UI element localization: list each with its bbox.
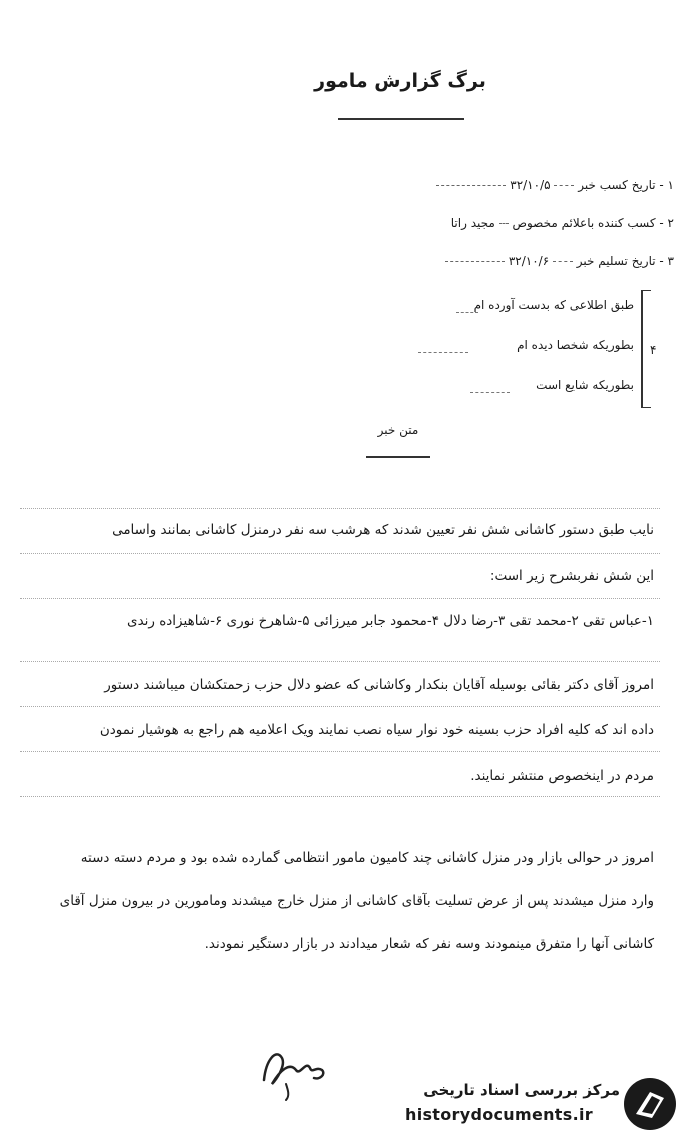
document-title: برگ گزارش مامور xyxy=(314,70,486,92)
field-label: ۲ - کسب کننده باعلائم مخصوص xyxy=(512,216,674,230)
body-line: داده اند که کلیه افراد حزب بسینه خود نوار سیاه نصب نمایند ویک اعلامیه هم راجع به هوشیار نمودن xyxy=(99,722,654,738)
heading-underline xyxy=(366,456,430,458)
source-option: بطوریکه شخصا دیده ام xyxy=(517,338,634,352)
field-value: ۳۲/۱۰/۶ xyxy=(508,254,550,268)
body-line: ۱-عباس تقی ۲-محمد تقی ۳-رضا دلال ۴-محمود جابر میرزائی ۵-شاهرخ نوری ۶-شاهیزاده رندی xyxy=(127,613,654,629)
body-line: امروز آقای دکتر بقائی بوسیله آقایان بنکدار وکاشانی که عضو دلال حزب زحمتکشان میباشند دستور xyxy=(104,677,654,693)
field-value: ۳۲/۱۰/۵ xyxy=(510,178,551,192)
field-date-received xyxy=(436,178,674,192)
field-label: ۱ - تاریخ کسب خبر xyxy=(578,178,674,192)
body-line: کاشانی آنها را متفرق مینمودند وسه نفر که شعار میدادند در بازار دستگیر نمودند. xyxy=(204,936,654,952)
handwritten-signature xyxy=(256,1040,336,1102)
field-value: مجید راتا xyxy=(450,216,495,230)
body-line: امروز در حوالی بازار ودر منزل کاشانی چند کامیون مامور انتظامی گمارده شده بود و مردم دسته دسته xyxy=(80,850,654,866)
body-line: نایب طبق دستور کاشانی شش نفر تعیین شدند که هرشب سه نفر درمنزل کاشانی بمانند واسامی xyxy=(112,522,654,538)
archive-name: مرکز بررسی اسناد تاریخی xyxy=(423,1081,620,1099)
archive-website[interactable]: historydocuments.ir xyxy=(405,1105,593,1124)
field-date-delivered xyxy=(445,254,674,268)
source-option: بطوریکه شایع است xyxy=(536,378,634,392)
archive-logo-icon xyxy=(622,1076,678,1132)
body-line: وارد منزل میشدند پس از عرض تسلیت بآقای کاشانی از منزل خارج میشدند ومامورین در بیرون منزل آقای xyxy=(59,893,654,909)
source-option: طبق اطلاعی که بدست آورده ام xyxy=(473,298,634,312)
body-line: این شش نفربشرح زیر است: xyxy=(489,568,654,584)
title-underline xyxy=(338,118,464,120)
source-number: ۴ xyxy=(650,343,657,357)
body-line: مردم در اینخصوص منتشر نمایند. xyxy=(470,768,654,784)
field-label: ۳ - تاریخ تسلیم خبر xyxy=(576,254,674,268)
body-heading: متن خبر xyxy=(377,423,419,437)
field-gatherer xyxy=(451,216,674,230)
